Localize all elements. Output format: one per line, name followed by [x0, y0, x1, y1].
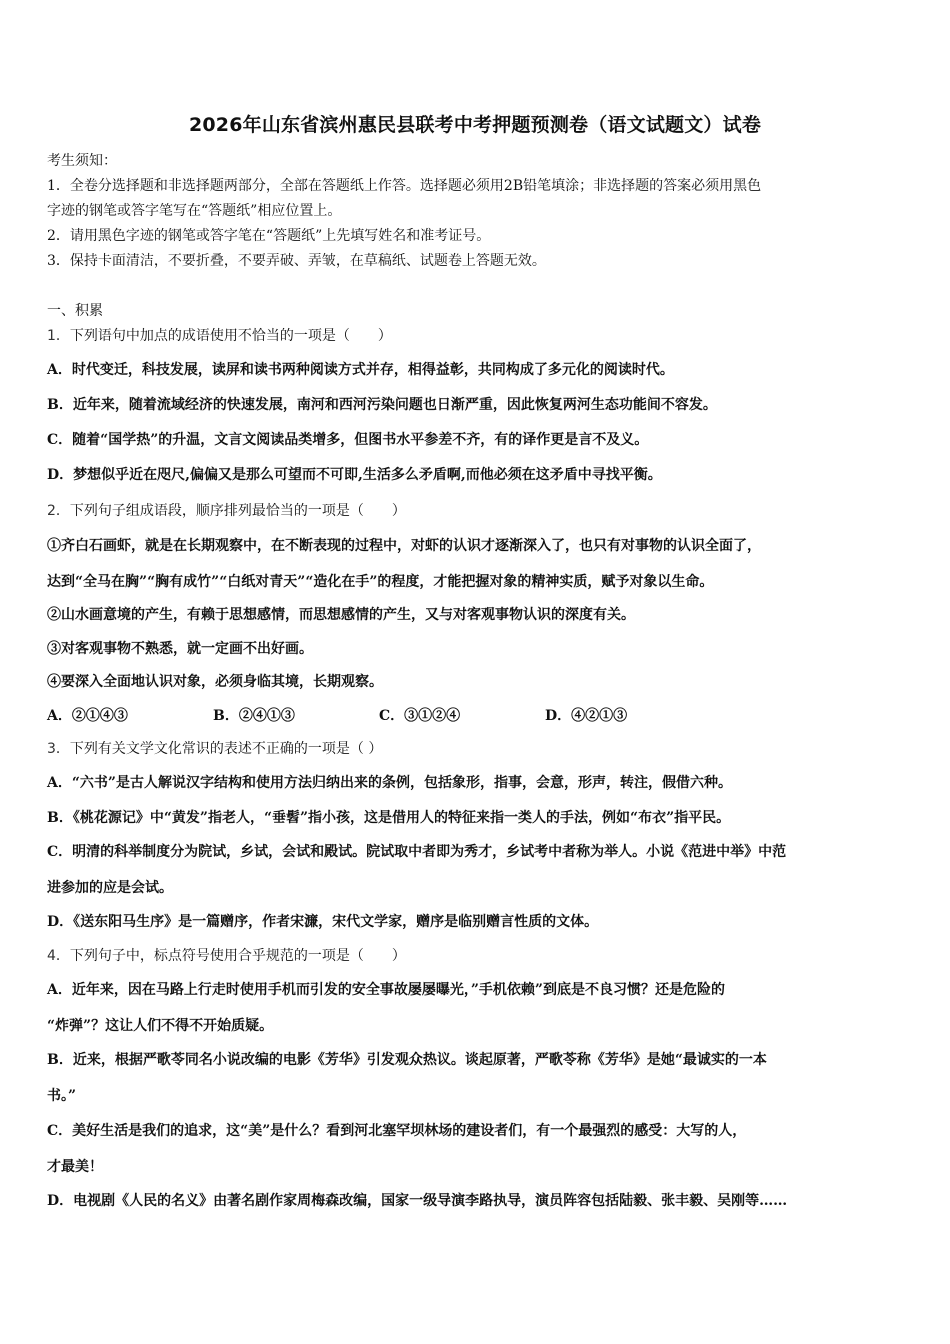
- q1-option-b: B．近年来，随着流域经济的快速发展，南河和西河污染问题也日渐严重，因此恢复两河生态功能间不容发。: [47, 397, 717, 413]
- q2-option-a: A．②①④③: [47, 708, 128, 724]
- notice-item-3: 3．保持卡面清洁，不要折叠，不要弄破、弄皱，在草稿纸、试题卷上答题无效。: [47, 253, 546, 269]
- page-title: 2026年山东省滨州惠民县联考中考押题预测卷（语文试题文）试卷: [188, 114, 762, 136]
- q3-option-a: A．“六书”是古人解说汉字结构和使用方法归纳出来的条例，包括象形，指事，会意，形声，转注，假借六种。: [47, 775, 732, 791]
- q2-sentence-4: ④要深入全面地认识对象，必须身临其境，长期观察。: [47, 674, 383, 690]
- q1-option-d: D．梦想似乎近在咫尺,偏偏又是那么可望而不可即,生活多么矛盾啊,而他必须在这矛盾中寻找平衡。: [47, 467, 662, 483]
- q2-option-d: D．④②①③: [545, 708, 628, 724]
- q1-option-a: A．时代变迁，科技发展，读屏和读书两种阅读方式并存，相得益彰，共同构成了多元化的阅读时代。: [47, 362, 674, 378]
- q3-option-c-cont: 进参加的应是会试。: [47, 880, 173, 896]
- question-number: 2．: [47, 503, 70, 519]
- q2-options: [47, 706, 907, 726]
- question-text: 下列句子组成语段，顺序排列最恰当的一项是（ ）: [69, 503, 406, 519]
- question-text: 下列句子中，标点符号使用合乎规范的一项是（ ）: [69, 948, 406, 964]
- question-number: 4．: [47, 948, 70, 964]
- question-text: 下列有关文学文化常识的表述不正确的一项是（ ）: [69, 741, 383, 757]
- q4-option-d: D．电视剧《人民的名义》由著名剧作家周梅森改编，国家一级导演李路执导，演员阵容包括陆毅、张丰毅、吴刚等……: [47, 1193, 788, 1209]
- q4-option-b-cont: 书。”: [47, 1088, 77, 1104]
- q4-option-a: A．近年来，因在马路上行走时使用手机而引发的安全事故屡屡曝光，”手机依赖”到底是不良习惯？还是危险的: [47, 982, 725, 998]
- q1-option-c: C．随着“国学热”的升温，文言文阅读品类增多，但图书水平参差不齐，有的译作更是言不及义。: [47, 432, 649, 448]
- notice-heading: 考生须知：: [47, 153, 117, 169]
- q2-sentence-2: ②山水画意境的产生，有赖于思想感情，而思想感情的产生，又与对客观事物认识的深度有关。: [47, 607, 635, 623]
- section-heading: 一、积累: [47, 303, 103, 319]
- q4-option-a-cont: “炸弹”？这让人们不得不开始质疑。: [47, 1018, 274, 1034]
- question-text: 下列语句中加点的成语使用不恰当的一项是（ ）: [69, 328, 392, 344]
- notice-item-1-cont: 字迹的钢笔或答字笔写在“答题纸”相应位置上。: [47, 203, 342, 219]
- q2-sentence-1: ①齐白石画虾，就是在长期观察中，在不断表现的过程中，对虾的认识才逐渐深入了，也只有对事物的认识全面了，: [47, 538, 761, 554]
- q3-option-b: B．《桃花源记》中“黄发”指老人，“垂髫”指小孩，这是借用人的特征来指一类人的手法，例如“布衣”指平民。: [47, 810, 731, 826]
- q2-option-b: B．②④①③: [213, 708, 295, 724]
- question-2-stem: [47, 501, 907, 521]
- notice-item-2: 2．请用黑色字迹的钢笔或答字笔在“答题纸”上先填写姓名和准考证号。: [47, 228, 491, 244]
- question-number: 3．: [47, 741, 70, 757]
- q2-option-c: C．③①②④: [379, 708, 461, 724]
- question-number: 1．: [47, 328, 70, 344]
- question-3-stem: [47, 739, 907, 759]
- question-4-stem: [47, 946, 907, 966]
- q3-option-c: C．明清的科举制度分为院试，乡试，会试和殿试。院试取中者即为秀才，乡试考中者称为举人。小说《范进中举》中范: [47, 844, 787, 860]
- q4-option-c-cont: 才最美！: [47, 1159, 103, 1175]
- q4-option-c: C．美好生活是我们的追求，这“美”是什么？看到河北塞罕坝林场的建设者们，有一个最强烈的感受：大写的人，: [47, 1123, 747, 1139]
- question-1-stem: [47, 326, 907, 346]
- q2-sentence-3: ③对客观事物不熟悉，就一定画不出好画。: [47, 641, 313, 657]
- q2-sentence-1-cont: 达到“全马在胸”“胸有成竹”“白纸对青天”“造化在手”的程度，才能把握对象的精神实质，赋予对象以生命。: [47, 574, 714, 590]
- notice-item-1: 1．全卷分选择题和非选择题两部分，全部在答题纸上作答。选择题必须用2B铅笔填涂；非选择题的答案必须用黑色: [47, 178, 762, 194]
- q3-option-d: D．《送东阳马生序》是一篇赠序，作者宋濂，宋代文学家，赠序是临别赠言性质的文体。: [47, 914, 599, 930]
- q4-option-b: B．近来，根据严歌苓同名小说改编的电影《芳华》引发观众热议。谈起原著，严歌苓称《芳华》是她“最诚实的一本: [47, 1052, 767, 1068]
